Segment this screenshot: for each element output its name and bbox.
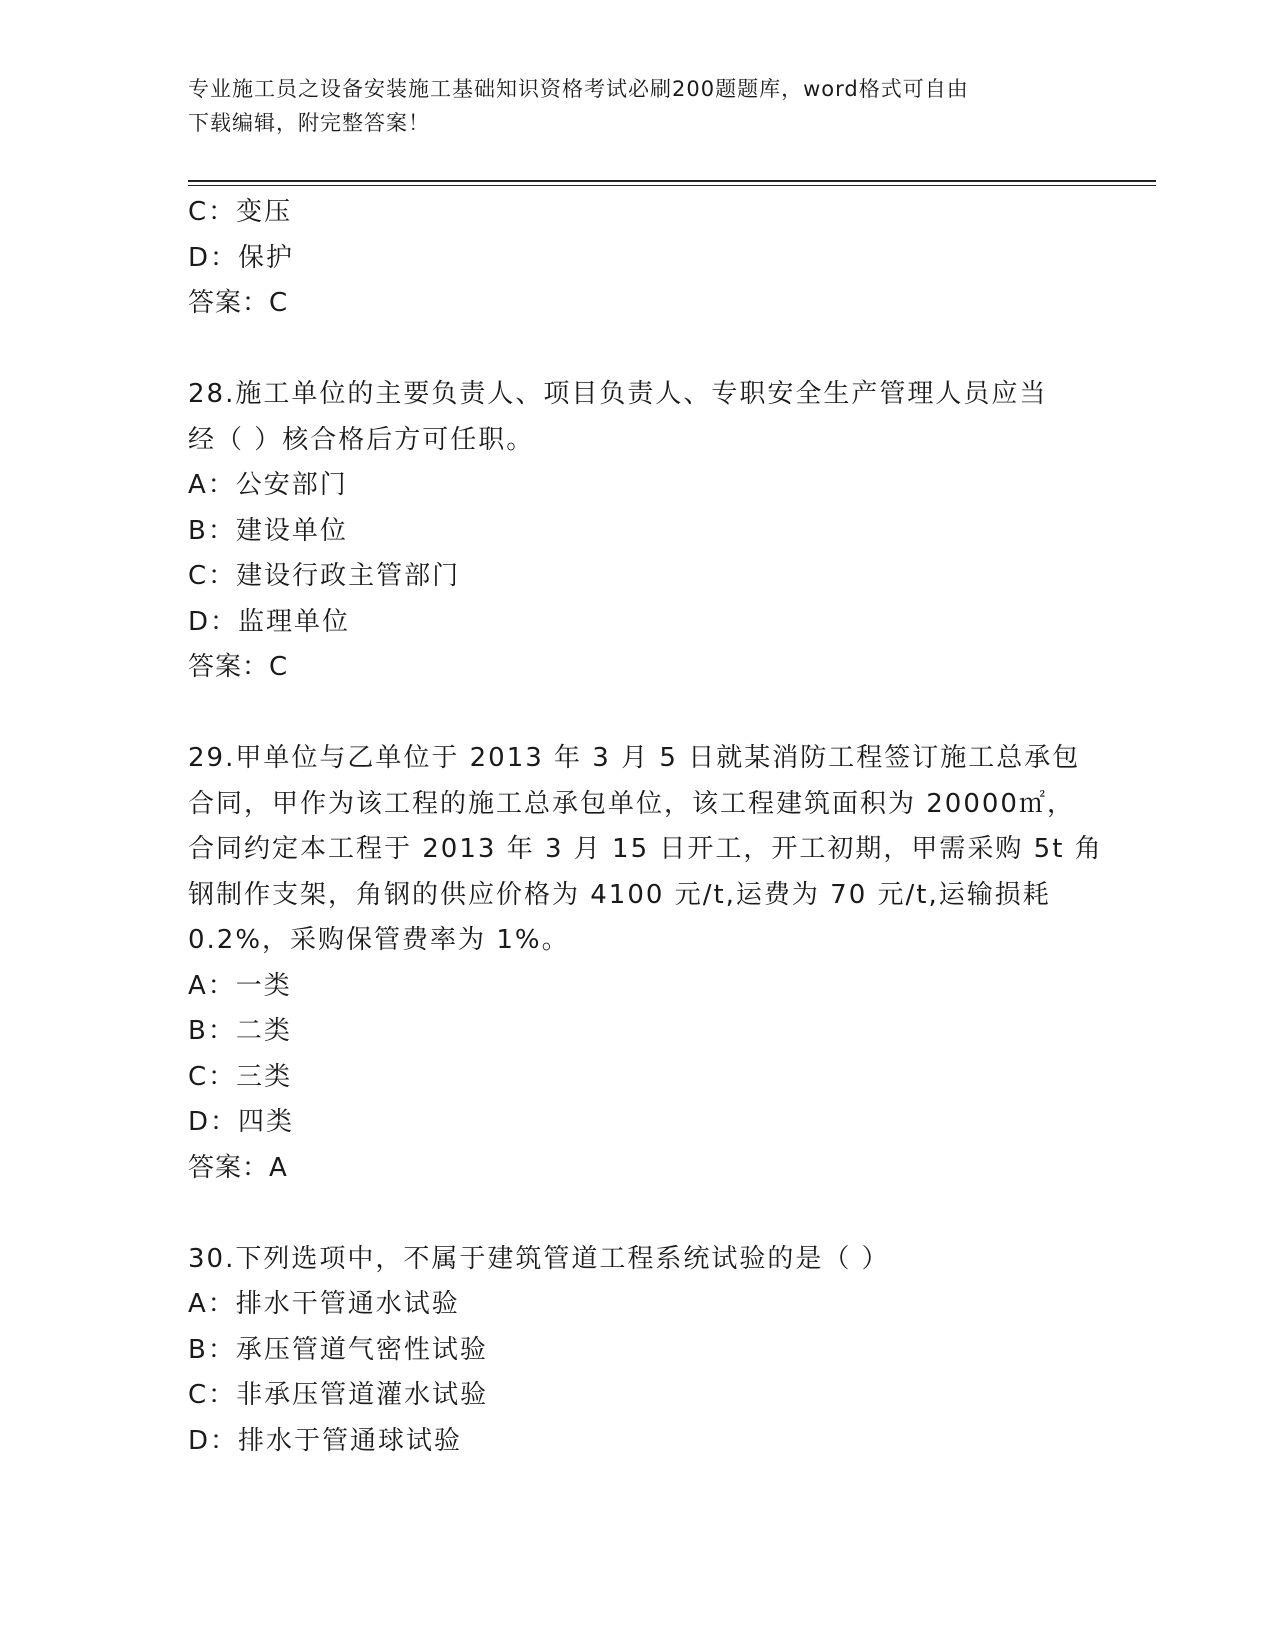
- q29-option-d: D：四类: [188, 1107, 295, 1137]
- q29-answer: 答案：A: [188, 1152, 288, 1183]
- q28-option-d: D：监理单位: [188, 606, 351, 637]
- q30-option-b: B：承压管道气密性试验: [188, 1334, 488, 1365]
- document-body: [188, 190, 1103, 1464]
- q28-option-a: A：公安部门: [188, 470, 348, 500]
- q27-option-d: D：保护: [188, 242, 295, 273]
- q28-answer: 答案：C: [188, 652, 289, 682]
- q28-stem-line1: 28.施工单位的主要负责人、项目负责人、专职安全生产管理人员应当: [188, 379, 1048, 409]
- header-divider-thick: [188, 180, 1156, 182]
- q30-option-c: C：非承压管道灌水试验: [188, 1380, 489, 1410]
- header-title-line1: 专业施工员之设备安装施工基础知识资格考试必刷200题题库，word格式可自由: [188, 77, 969, 101]
- q29-stem-line1: 29.甲单位与乙单位于 2013 年 3 月 5 日就某消防工程签订施工总承包: [188, 743, 1081, 773]
- q28-stem-line2: 经（ ）核合格后方可任职。: [188, 424, 535, 455]
- q29-option-b: B：二类: [188, 1016, 292, 1046]
- spacer: [188, 327, 1088, 373]
- q28-option-c: C：建设行政主管部门: [188, 561, 461, 591]
- q30-option-d: D：排水于管通球试验: [188, 1425, 463, 1456]
- q29-stem-line4: 钢制作支架，角钢的供应价格为 4100 元/t,运费为 70 元/t,运输损耗: [188, 879, 1051, 910]
- spacer: [188, 1191, 1088, 1237]
- header-divider-thin: [188, 185, 1156, 186]
- spacer: [188, 691, 1088, 737]
- question-28: [188, 372, 1088, 691]
- q30-stem-line1: 30.下列选项中，不属于建筑管道工程系统试验的是（ ）: [188, 1243, 890, 1274]
- q29-option-c: C：三类: [188, 1061, 293, 1092]
- q30-option-a: A：排水干管通水试验: [188, 1289, 460, 1319]
- header-title-line2: 下载编辑，附完整答案！: [188, 111, 430, 135]
- q29-stem-line2: 合同，甲作为该工程的施工总承包单位，该工程建筑面积为 20000㎡，: [188, 788, 1075, 819]
- document-header: [188, 72, 1068, 140]
- q27-option-c: C：变压: [188, 197, 293, 227]
- q29-option-a: A：一类: [188, 970, 292, 1001]
- q29-stem-line3: 合同约定本工程于 2013 年 3 月 15 日开工，开工初期，甲需采购 5t 角: [188, 834, 1103, 864]
- question-30: [188, 1237, 1088, 1465]
- question-27-tail: [188, 190, 1088, 327]
- q27-answer: 答案：C: [188, 288, 289, 318]
- q29-stem-line5: 0.2%，采购保管费率为 1%。: [188, 925, 570, 955]
- q28-option-b: B：建设单位: [188, 515, 348, 546]
- question-29: [188, 736, 1103, 1191]
